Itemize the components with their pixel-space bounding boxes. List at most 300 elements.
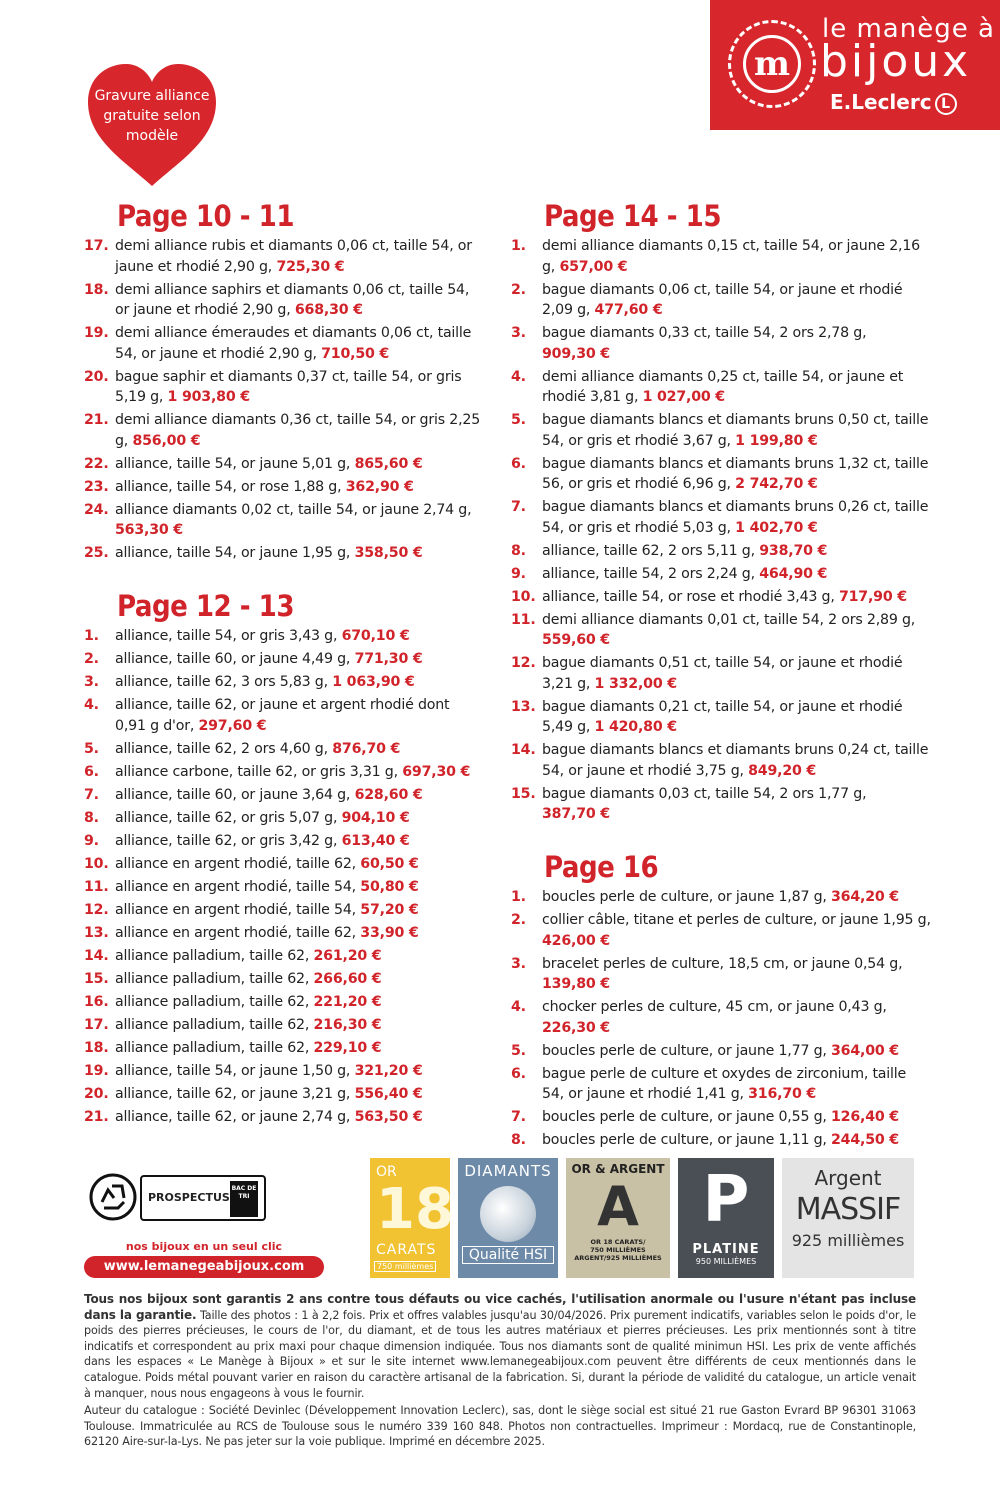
item-text: bague diamants 0,21 ct, taille 54, or jaune et rhodié 5,49 g,: [542, 698, 903, 735]
item-number: 9.: [84, 832, 99, 849]
item-description: [115, 877, 484, 898]
item-price: 226,30 €: [542, 1019, 610, 1036]
item-description: [115, 969, 484, 990]
list-item: [84, 992, 484, 1013]
list-item: [511, 564, 931, 585]
item-price: 364,20 €: [831, 889, 899, 905]
item-text: alliance palladium, taille 62,: [115, 993, 314, 1010]
item-number: 10.: [84, 855, 109, 872]
engraving-heart-badge: [86, 62, 218, 188]
item-text: bague diamants 0,33 ct, taille 54, 2 ors 2,78 g,: [542, 325, 867, 341]
item-price: 229,10 €: [313, 1039, 382, 1056]
item-price: 670,10 €: [341, 628, 410, 644]
item-price: 358,50 €: [354, 545, 423, 561]
item-text: alliance, taille 60, or jaune 3,64 g,: [115, 786, 355, 803]
item-description: [115, 280, 484, 321]
item-text: alliance, taille 62, or jaune 3,21 g,: [115, 1085, 355, 1102]
item-list: [84, 236, 484, 564]
item-description: [542, 997, 931, 1038]
item-number: 13.: [511, 698, 536, 715]
item-price: 628,60 €: [354, 786, 423, 803]
item-number: 20.: [84, 368, 109, 385]
list-item: [511, 1064, 931, 1105]
item-text: demi alliance diamants 0,25 ct, taille 54, or jaune et rhodié 3,81 g,: [542, 368, 904, 405]
item-text: alliance palladium, taille 62,: [115, 1039, 314, 1056]
item-number: 8.: [511, 542, 526, 559]
legal-body: Taille des photos : 1 à 2,2 fois. Prix et offres valables jusqu'au 30/04/2026. Prix purement indicatifs, variables selon le poids d'or, le poids des pierres précieuses, le cours de l'or, du diamant, et de tous les autres matériaux et pierres précieuses. Les prix mentionnés sont à titre indicatifs et correspondent au prix maxi pour chaque dimension indiquée. Tous nos diamants sont de qualité minimun HSI. Les prix de vente affichés dans les espaces « Le Manège à Bijoux » et sur le site internet www.lemanegeabijoux.com peuvent être différents de ceux mentionnés dans le catalogue. Poids métal pouvant varier en raison du caractère artisanal de la fabrication. Si, durant la période de validité du catalogue, un article venait à manquer, nous nous engageons à vous le fournir.: [84, 1308, 916, 1400]
item-price: 221,20 €: [313, 993, 382, 1010]
list-item: [84, 877, 484, 898]
item-description: [115, 1038, 484, 1059]
item-text: chocker perles de culture, 45 cm, or jaune 0,43 g,: [542, 999, 887, 1015]
item-text: alliance palladium, taille 62,: [115, 1016, 314, 1033]
item-price: 938,70 €: [759, 542, 828, 559]
item-description: [542, 1107, 931, 1128]
item-description: [542, 1064, 931, 1105]
prospectus-label: PROSPECTUS: [148, 1191, 230, 1204]
item-description: [542, 280, 931, 321]
item-price: 266,60 €: [313, 970, 382, 987]
item-text: demi alliance rubis et diamants 0,06 ct, taille 54, or jaune et rhodié 2,90 g,: [115, 238, 472, 275]
leclerc-circle-icon: L: [935, 93, 957, 115]
list-item: [84, 280, 484, 321]
item-description: [542, 740, 931, 781]
item-text: alliance, taille 54, or jaune 5,01 g,: [115, 455, 355, 472]
item-number: 3.: [511, 325, 526, 341]
list-item: [511, 910, 931, 951]
item-number: 1.: [511, 238, 526, 254]
item-number: 7.: [511, 1109, 526, 1125]
item-description: [542, 954, 931, 995]
heart-line-3: modèle: [125, 128, 179, 144]
item-text: alliance en argent rhodié, taille 62,: [115, 855, 361, 872]
list-item: [511, 1041, 931, 1062]
item-price: 464,90 €: [759, 565, 828, 582]
item-price: 717,90 €: [838, 588, 907, 605]
recycle-icon: [88, 1172, 138, 1222]
list-item: [511, 610, 931, 651]
brand-line-1: le manège à: [822, 14, 995, 44]
item-price: 904,10 €: [341, 809, 410, 826]
item-number: 8.: [511, 1132, 526, 1148]
item-description: [115, 1061, 484, 1082]
item-number: 2.: [511, 912, 526, 928]
item-description: [115, 1015, 484, 1036]
item-price: 556,40 €: [354, 1085, 423, 1102]
list-item: [84, 808, 484, 829]
item-price: 849,20 €: [748, 762, 817, 779]
heart-line-1: Gravure alliance: [94, 88, 210, 104]
item-description: [115, 854, 484, 875]
item-price: 244,50 €: [831, 1132, 899, 1148]
badge-or-top: OR: [376, 1164, 397, 1180]
item-description: [542, 236, 931, 277]
item-price: 563,30 €: [115, 522, 183, 538]
item-price: 1 420,80 €: [594, 719, 677, 735]
brand-line-2: bijoux: [820, 36, 972, 87]
item-text: alliance, taille 60, or jaune 4,49 g,: [115, 651, 355, 667]
left-column: [84, 196, 484, 1130]
item-price: 725,30 €: [276, 258, 345, 275]
badge-or-argent-title: OR & ARGENT: [571, 1162, 665, 1176]
item-description: [542, 610, 931, 651]
item-number: 2.: [84, 651, 99, 667]
badge-diamants-title: DIAMANTS: [464, 1162, 552, 1180]
list-item: [84, 946, 484, 967]
list-item: [84, 762, 484, 783]
list-item: [84, 854, 484, 875]
item-number: 4.: [511, 999, 526, 1015]
list-item: [511, 887, 931, 908]
item-description: [115, 831, 484, 852]
section-title: Page 14 - 15: [544, 199, 721, 233]
item-price: 697,30 €: [402, 763, 471, 780]
item-description: [542, 564, 931, 585]
item-price: 668,30 €: [294, 302, 363, 318]
badge-or-number: 18: [376, 1177, 454, 1242]
item-number: 7.: [84, 786, 99, 803]
item-number: 14.: [84, 947, 109, 964]
item-number: 18.: [84, 1039, 109, 1056]
item-description: [542, 784, 931, 825]
item-text: boucles perle de culture, or jaune 1,77 g,: [542, 1042, 832, 1059]
item-number: 6.: [511, 1065, 526, 1082]
sorting-bin-icon: BAC DE TRI: [230, 1181, 258, 1217]
list-item: [511, 454, 931, 495]
item-price: 139,80 €: [542, 976, 610, 992]
item-number: 20.: [84, 1085, 109, 1102]
list-item: [511, 740, 931, 781]
item-number: 11.: [84, 878, 109, 895]
list-item: [511, 323, 931, 364]
item-text: alliance, taille 62, or gris 5,07 g,: [115, 809, 342, 826]
item-text: boucles perle de culture, or jaune 0,55 g,: [542, 1109, 832, 1125]
item-price: 261,20 €: [313, 947, 382, 964]
section-title: Page 16: [544, 850, 659, 884]
item-price: 216,30 €: [313, 1016, 382, 1033]
or-argent-badge: [566, 1158, 670, 1278]
item-number: 4.: [84, 697, 99, 713]
item-description: [115, 946, 484, 967]
legal-paragraph-1: [84, 1292, 916, 1401]
list-item: [511, 784, 931, 825]
item-description: [115, 543, 484, 564]
item-price: 657,00 €: [559, 258, 628, 275]
item-number: 25.: [84, 545, 109, 561]
item-description: [115, 454, 484, 475]
item-number: 3.: [84, 674, 99, 690]
list-item: [84, 500, 484, 541]
item-number: 14.: [511, 742, 536, 758]
item-text: demi alliance diamants 0,15 ct, taille 54, or jaune 2,16 g,: [542, 238, 921, 275]
item-number: 5.: [84, 740, 99, 757]
item-description: [115, 695, 484, 736]
item-description: [542, 541, 931, 562]
list-item: [511, 653, 931, 694]
item-number: 1.: [84, 628, 99, 644]
item-text: alliance carbone, taille 62, or gris 3,31 g,: [115, 763, 403, 780]
item-text: alliance, taille 62, 2 ors 5,11 g,: [542, 542, 760, 559]
list-item: [511, 1130, 931, 1151]
item-text: bague diamants 0,03 ct, taille 54, 2 ors 1,77 g,: [542, 785, 867, 802]
item-text: alliance, taille 62, 3 ors 5,83 g,: [115, 674, 333, 690]
brand-leclerc: E.Leclerc: [830, 90, 932, 114]
item-text: alliance en argent rhodié, taille 62,: [115, 924, 361, 941]
badge-argent-title: Argent: [814, 1166, 882, 1190]
item-number: 18.: [84, 281, 109, 298]
brand-line-3: [830, 90, 957, 115]
list-item: [511, 697, 931, 738]
item-price: 126,40 €: [831, 1109, 899, 1125]
item-list: [84, 626, 484, 1127]
list-item: [511, 954, 931, 995]
item-price: 876,70 €: [332, 740, 401, 757]
list-item: [84, 923, 484, 944]
list-item: [84, 367, 484, 408]
prospectus-sorting-logo: [140, 1175, 266, 1221]
platine-badge: [678, 1158, 774, 1278]
item-number: 11.: [511, 611, 536, 628]
list-item: [84, 236, 484, 277]
platine-mark-icon: P: [702, 1163, 750, 1237]
item-number: 21.: [84, 412, 109, 428]
badge-or-unit: CARATS: [376, 1242, 437, 1258]
list-item: [84, 454, 484, 475]
list-item: [511, 236, 931, 277]
item-text: alliance diamants 0,02 ct, taille 54, or jaune 2,74 g,: [115, 501, 472, 518]
item-number: 7.: [511, 499, 526, 515]
item-text: boucles perle de culture, or jaune 1,11 g,: [542, 1132, 832, 1148]
item-number: 22.: [84, 455, 109, 472]
item-number: 15.: [511, 785, 536, 802]
item-number: 5.: [511, 1042, 526, 1059]
item-text: alliance en argent rhodié, taille 54,: [115, 878, 361, 895]
diamants-badge: [458, 1158, 558, 1278]
item-price: 387,70 €: [542, 806, 610, 822]
item-text: demi alliance diamants 0,01 ct, taille 54, 2 ors 2,89 g,: [542, 611, 916, 628]
item-description: [115, 808, 484, 829]
badge-or-argent-line1: OR 18 CARATS/: [590, 1238, 646, 1246]
badge-or-argent-line3: ARGENT/925 MILLIÈMES: [574, 1254, 662, 1262]
item-text: demi alliance diamants 0,36 ct, taille 54, or gris 2,25 g,: [115, 412, 481, 449]
list-item: [84, 785, 484, 806]
item-description: [115, 992, 484, 1013]
item-description: [542, 497, 931, 538]
badge-or-argent-line2: 750 MILLIÈMES: [590, 1246, 646, 1254]
item-price: 563,50 €: [354, 1108, 423, 1125]
item-price: 771,30 €: [354, 651, 423, 667]
item-list: [511, 236, 931, 825]
item-price: 613,40 €: [341, 832, 410, 849]
item-description: [542, 587, 931, 608]
website-link[interactable]: www.lemanegeabijoux.com: [84, 1256, 324, 1278]
item-description: [115, 477, 484, 498]
item-number: 5.: [511, 412, 526, 428]
item-number: 15.: [84, 970, 109, 987]
brand-logo: [710, 0, 1000, 130]
item-text: bague perle de culture et oxydes de zirconium, taille 54, or jaune et rhodié 1,41 g,: [542, 1065, 907, 1102]
item-number: 12.: [511, 655, 536, 671]
heart-line-2: gratuite selon: [103, 108, 201, 124]
item-price: 710,50 €: [321, 345, 390, 362]
list-item: [84, 543, 484, 564]
item-description: [115, 367, 484, 408]
badge-platine-sub: 950 MILLIÈMES: [695, 1257, 757, 1266]
item-text: alliance palladium, taille 62,: [115, 970, 314, 987]
list-item: [84, 672, 484, 693]
list-item: [84, 900, 484, 921]
list-item: [84, 1061, 484, 1082]
item-description: [115, 785, 484, 806]
item-price: 50,80 €: [360, 878, 419, 895]
item-price: 559,60 €: [542, 632, 610, 648]
argent-massif-badge: [782, 1158, 914, 1278]
item-text: alliance, taille 54, or rose et rhodié 3,43 g,: [542, 588, 839, 605]
item-description: [542, 697, 931, 738]
list-item: [511, 497, 931, 538]
item-number: 12.: [84, 901, 109, 918]
item-price: 33,90 €: [360, 924, 419, 941]
badge-argent-main: MASSIF: [795, 1192, 901, 1227]
badge-argent-sub: 925 millièmes: [791, 1231, 905, 1250]
item-description: [542, 1041, 931, 1062]
item-price: 1 027,00 €: [642, 389, 725, 405]
legal-author: Auteur du catalogue : Société Devinlec (Développement Innovation Leclerc), sas, dont le siège social est situé 21 rue Gaston Evrard BP 96301 31063 Toulouse. Immatriculée au RCS de Toulouse sous le numéro 339 160 848. Photos non contractuelles. Imprimeur : Mordacq, rue de Constantinople, 62120 Aire-sur-la-Lys. Ne pas jeter sur la voie publique. Imprimé en décembre 2025.: [84, 1404, 916, 1449]
badge-diamants-quality: Qualité HSI: [462, 1246, 554, 1264]
list-item: [84, 323, 484, 364]
list-item: [84, 626, 484, 647]
item-text: collier câble, titane et perles de culture, or jaune 1,95 g,: [542, 912, 931, 928]
item-price: 364,00 €: [831, 1042, 899, 1059]
item-price: 1 063,90 €: [332, 674, 415, 690]
item-description: [115, 500, 484, 541]
item-number: 2.: [511, 281, 526, 298]
item-price: 1 199,80 €: [735, 432, 818, 449]
item-text: bague diamants blancs et diamants bruns 0,24 ct, taille 54, or jaune et rhodié 3,75 g,: [542, 742, 929, 779]
item-price: 60,50 €: [360, 855, 419, 872]
item-text: bague saphir et diamants 0,37 ct, taille 54, or gris 5,19 g,: [115, 368, 462, 405]
or-18-carats-badge: [370, 1158, 454, 1278]
item-text: demi alliance saphirs et diamants 0,06 ct, taille 54, or jaune et rhodié 2,90 g,: [115, 281, 470, 318]
item-price: 856,00 €: [132, 432, 201, 449]
item-text: alliance, taille 54, or jaune 1,50 g,: [115, 1062, 355, 1079]
item-number: 21.: [84, 1108, 109, 1125]
list-item: [511, 367, 931, 408]
item-number: 23.: [84, 478, 109, 495]
item-text: bague diamants blancs et diamants bruns 0,50 ct, taille 54, or gris et rhodié 3,67 g,: [542, 412, 929, 449]
item-description: [115, 410, 484, 451]
right-column: [511, 196, 931, 1153]
item-text: bracelet perles de culture, 18,5 cm, or jaune 0,54 g,: [542, 955, 903, 972]
item-description: [542, 1130, 931, 1151]
item-number: 9.: [511, 565, 526, 582]
heart-text: [86, 86, 218, 146]
item-number: 17.: [84, 1016, 109, 1033]
item-description: [115, 236, 484, 277]
list-item: [84, 477, 484, 498]
emblem-letter: m: [743, 35, 801, 93]
item-description: [542, 323, 931, 364]
item-text: boucles perle de culture, or jaune 1,87 g,: [542, 889, 832, 905]
item-price: 57,20 €: [360, 901, 419, 918]
item-list: [511, 887, 931, 1151]
item-description: [115, 649, 484, 670]
item-number: 1.: [511, 889, 526, 905]
item-description: [542, 887, 931, 908]
item-price: 316,70 €: [748, 1086, 817, 1102]
section-title: Page 10 - 11: [117, 199, 294, 233]
item-price: 321,20 €: [354, 1062, 423, 1079]
section-title: Page 12 - 13: [117, 589, 294, 623]
item-description: [542, 454, 931, 495]
brand-emblem-icon: [728, 20, 816, 108]
item-description: [115, 1107, 484, 1128]
item-description: [542, 653, 931, 694]
list-item: [84, 969, 484, 990]
item-text: alliance, taille 62, or gris 3,42 g,: [115, 832, 342, 849]
item-description: [115, 923, 484, 944]
item-price: 297,60 €: [198, 717, 267, 734]
item-price: 1 402,70 €: [735, 519, 818, 536]
item-number: 24.: [84, 501, 109, 518]
list-item: [84, 831, 484, 852]
item-number: 3.: [511, 955, 526, 972]
item-number: 8.: [84, 809, 99, 826]
badge-platine-title: PLATINE: [692, 1242, 760, 1257]
list-item: [511, 280, 931, 321]
badge-or-sub: 750 millièmes: [374, 1261, 436, 1272]
online-tagline: nos bijoux en un seul clic: [125, 1240, 283, 1253]
item-description: [115, 762, 484, 783]
item-number: 19.: [84, 325, 109, 341]
list-item: [84, 649, 484, 670]
item-price: 1 332,00 €: [594, 675, 677, 692]
item-text: alliance, taille 62, or jaune 2,74 g,: [115, 1108, 355, 1125]
item-text: alliance palladium, taille 62,: [115, 947, 314, 964]
list-item: [84, 1107, 484, 1128]
item-text: bague diamants blancs et diamants bruns 0,26 ct, taille 54, or gris et rhodié 5,03 g,: [542, 499, 929, 536]
item-description: [115, 626, 484, 647]
list-item: [511, 410, 931, 451]
list-item: [511, 587, 931, 608]
item-description: [115, 1084, 484, 1105]
list-item: [84, 1015, 484, 1036]
item-description: [542, 910, 931, 951]
item-text: alliance en argent rhodié, taille 54,: [115, 901, 361, 918]
item-price: 909,30 €: [542, 345, 610, 362]
guarantee-text: Tous nos bijoux sont garantis 2 ans contre tous défauts ou vice cachés, l'utilisation anormale ou l'usure n'étant pas incluse dans la garantie.: [84, 1292, 916, 1322]
item-description: [542, 410, 931, 451]
item-price: 426,00 €: [542, 932, 610, 949]
item-description: [542, 367, 931, 408]
list-item: [84, 695, 484, 736]
item-text: alliance, taille 54, or rose 1,88 g,: [115, 478, 346, 495]
item-number: 4.: [511, 368, 526, 385]
item-text: bague diamants blancs et diamants bruns 1,32 ct, taille 56, or gris et rhodié 6,96 g,: [542, 455, 929, 492]
item-text: alliance, taille 54, 2 ors 2,24 g,: [542, 565, 760, 582]
item-description: [115, 323, 484, 364]
item-number: 19.: [84, 1062, 109, 1079]
item-number: 13.: [84, 924, 109, 941]
list-item: [511, 541, 931, 562]
item-text: alliance, taille 54, or gris 3,43 g,: [115, 628, 342, 644]
item-text: alliance, taille 62, 2 ors 4,60 g,: [115, 740, 333, 757]
list-item: [84, 739, 484, 760]
list-item: [511, 1107, 931, 1128]
item-price: 865,60 €: [354, 455, 423, 472]
item-text: bague diamants 0,06 ct, taille 54, or jaune et rhodié 2,09 g,: [542, 281, 903, 318]
item-text: demi alliance émeraudes et diamants 0,06 ct, taille 54, or jaune et rhodié 2,90 g,: [115, 325, 472, 362]
